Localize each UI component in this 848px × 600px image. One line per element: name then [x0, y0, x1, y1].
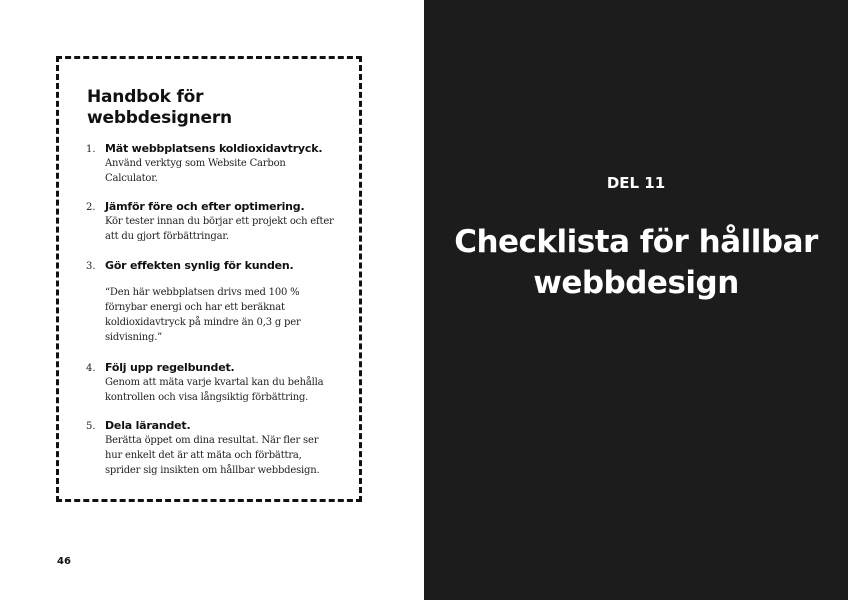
item-number: 1. — [86, 144, 96, 155]
item-heading: Jämför före och efter optimering. — [105, 200, 305, 213]
item-heading: Följ upp regelbundet. — [105, 361, 235, 374]
section-label: Planering — [481, 341, 531, 352]
item-number: 5. — [86, 421, 96, 432]
handbook-box — [56, 56, 362, 502]
checklist-item-3 — [86, 259, 336, 345]
item-number: 4. — [86, 363, 96, 374]
item-body: Berätta öppet om dina resultat. När fler ser hur enkelt det är att mäta och förbättra, sprider sig insikten om hållbar webbdesign. — [105, 435, 320, 476]
checklist-item-4 — [86, 361, 336, 405]
item-body: Använd verktyg som Website Carbon Calculator. — [105, 158, 286, 184]
item-body: Genom att mäta varje kvartal kan du behålla kontrollen och visa långsiktig förbättring. — [105, 377, 324, 403]
handbook-title: Handbok för webbdesignern — [87, 87, 232, 128]
item-heading: Dela lärandet. — [105, 419, 191, 432]
checklist-item-5 — [86, 419, 336, 478]
item-number: 2. — [86, 202, 96, 213]
right-page — [424, 0, 848, 600]
checklist-item-1 — [86, 142, 336, 186]
checklist-item-2 — [86, 200, 336, 244]
item-quote: “Den här webbplatsen drivs med 100 % förnybar energi och har ett beräknat koldioxidavtryck på mindre än 0,3 g per sidvisning.” — [105, 287, 301, 343]
part-label: DEL 11 — [606, 174, 666, 192]
item-heading: Gör effekten synlig för kunden. — [105, 259, 294, 272]
chapter-title: Checklista för hållbar webbdesign — [454, 224, 818, 301]
item-heading: Mät webbplatsens koldioxidavtryck. — [105, 142, 323, 155]
item-number: 3. — [86, 261, 96, 272]
page-number: 46 — [57, 556, 71, 567]
item-body: Kör tester innan du börjar ett projekt och efter att du gjort förbättringar. — [105, 216, 334, 242]
